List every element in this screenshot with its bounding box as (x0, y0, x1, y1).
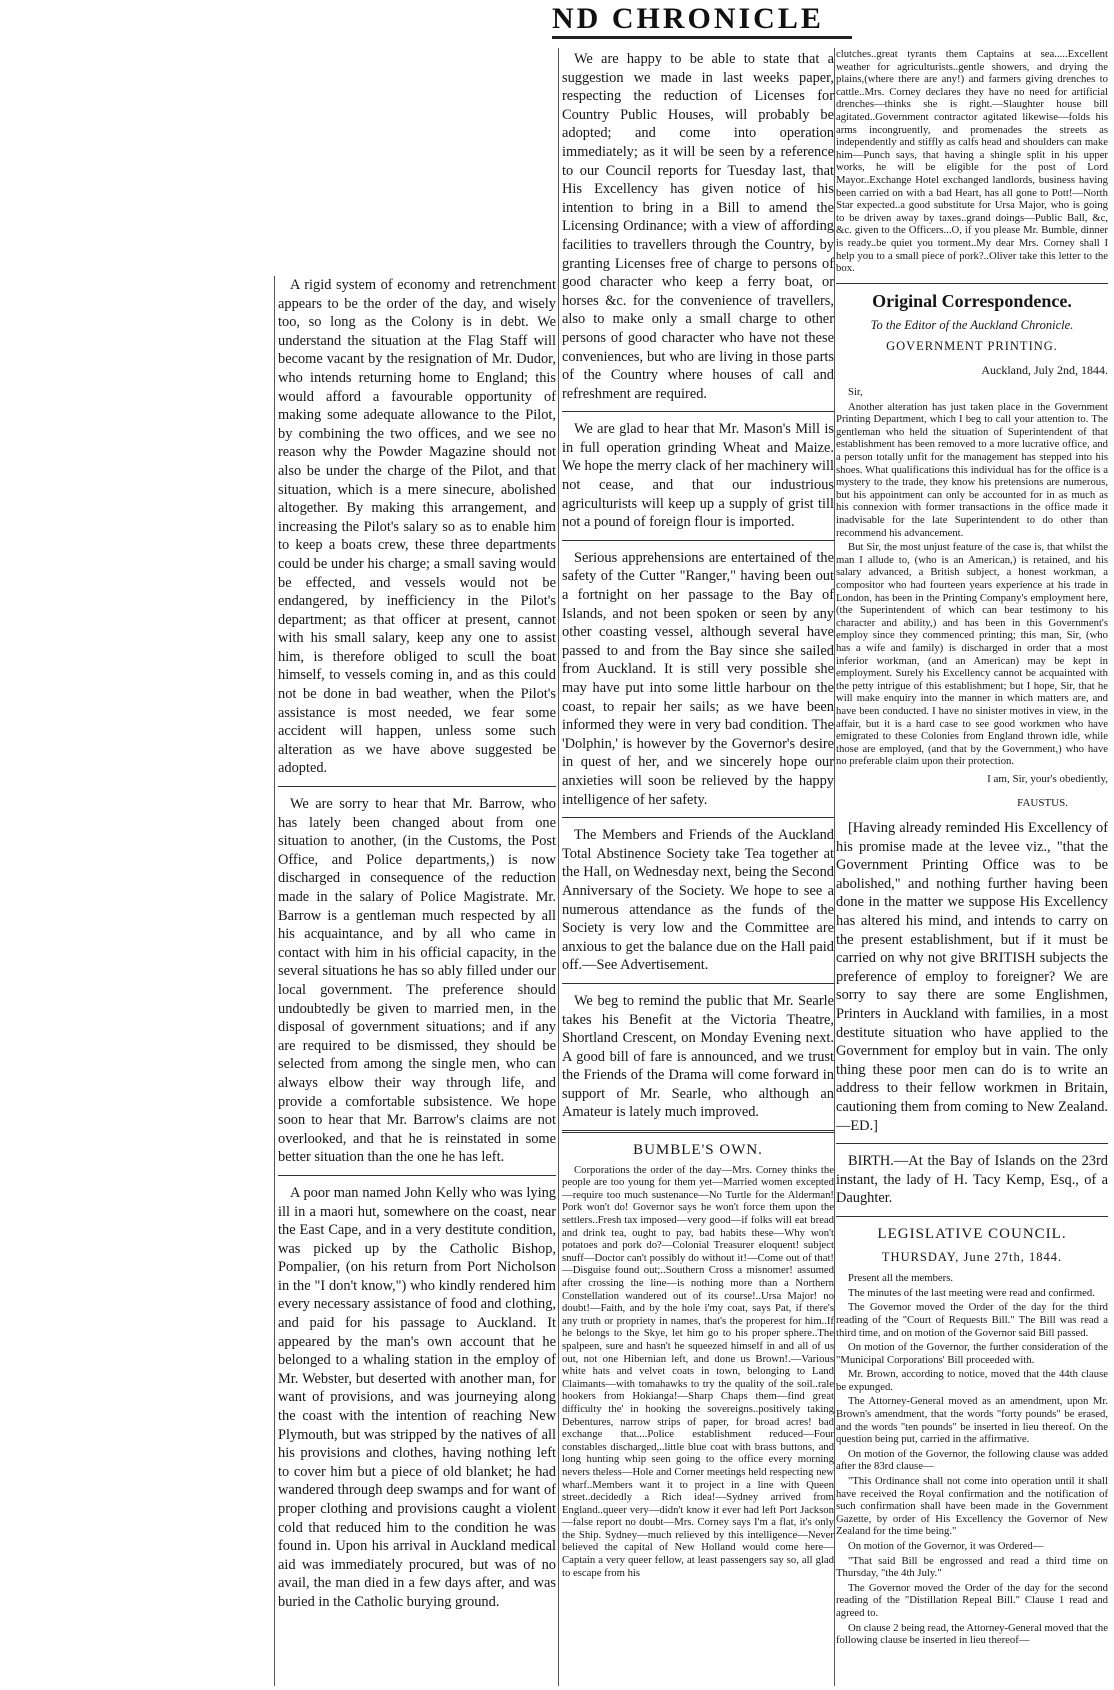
council-paragraph: The Governor moved the Order of the day for the third reading of the "Court of Requests Bill." The Bill was read a third time, and on motion of the Governor said Bill passed. (836, 1301, 1108, 1339)
bumbles-own-continued (836, 48, 1108, 275)
editor-note (836, 819, 1108, 1135)
legislative-council-body (836, 1272, 1108, 1647)
letter-dateline: Auckland, July 2nd, 1844. (981, 363, 1108, 378)
column-right (836, 48, 1108, 1686)
article-john-kelly: A poor man named John Kelly who was lying ill in a maori hut, somewhere on the coast, near the East Cape, and in a very destitute condition, was picked up by the Catholic Bishop, Pompalier, (on his return from Port Nicholson in the "I don't know,") who kindly rendered him every necessary assistance of food and clothing, and paid for his passage to Auckland. It appeared by the man's own account that he belonged to a whaling station in the employ of Mr. Webster, but deserted with another man, for want of provisions, and was journeying along the coast with the intention of reaching New Plymouth, but was stripped by the natives of all his provisions and clothes, having nothing left to cover him but a piece of old blanket; he had wandered through deep swamps and for want of proper clothing and provisions caught a violent cold that reduced him to the condition he was found in. Upon his arrival in Auckland medical aid was immediately procured, but was of no avail, the man died in a few days after, and was buried in the Catholic burying ground. (278, 1184, 556, 1610)
council-paragraph: On motion of the Governor, it was Ordered— (848, 1540, 1044, 1552)
bumbles-own-body (562, 1164, 834, 1580)
bumbles-own-text-continued: clutches..great tyrants them Captains at sea.....Excellent weather for agriculturists..gentle showers, and drying the plains,(where there are any!) and farmers giving drenches to cattle..Mrs. Corney declares they have no need for artificial drenches—thinks she is right.—Slaughter house bill agitated..Government contractor agitated likewise—folds his arms incongruently, and promenades the streets as independently and stiffly as calfs head and shoulders can make him—Punch says, that having a shingle split in his upper works, he will be eligible for the post of Lord Mayor..Exchange Hotel exchanged landlords, business having been carried on with a bad Heart, has all gone to Pott!—North Star expected..a good substitute for Ursa Major, who is going to be driven away by taxes..grand doings—Public Ball, &c, &c. given to the Officers...O, if you please Mr. Bumble, dinner is ready..be quiet you torment..My dear Mrs. Corney shall I help you to a small piece of pork?..Oliver take this letter to the box. (836, 48, 1108, 275)
government-printing-heading: GOVERNMENT PRINTING. (886, 338, 1058, 353)
section-separator (836, 1216, 1108, 1217)
bumbles-own-heading: BUMBLE'S OWN. (633, 1142, 763, 1159)
masthead-rule (552, 36, 852, 39)
legislative-council-date: THURSDAY, June 27th, 1844. (881, 1249, 1063, 1264)
section-separator (562, 1130, 834, 1133)
article-retrenchment: A rigid system of economy and retrenchment appears to be the order of the day, and wisely too, so long as the Colony is in debt. We understand the situation at the Flag Staff will become vacant by the resignation of Mr. Dudor, who intends returning home to England; this would afford a favourable opportunity of making some adequate allowance to the Pilot, by combining the two offices, and we see no reason why the Powder Magazine should not also be under the charge of the Pilot, and that situation, which is a mere sinecure, abolished altogether. By making this arrangement, and increasing the Pilot's salary so as to enable him to keep a boats crew, these three departments could be under his charge; a small saving would be effected, and vessels would not be endangered, by inefficiency in the Pilot's department; as that officer at present, cannot with his small salary, keep any one to assist him, is therefore obliged to scull the boat himself, to vessels coming in, and as this could not be done in bad weather, when the Pilot's assistance is most needed, we fear some accident will happen, unless some such alteration as we have above suggested be adopted. (278, 277, 556, 777)
council-paragraph: The Attorney-General moved as an amendment, upon Mr. Brown's amendment, that the words "forty pounds" be erased, and the words "ten pounds" be inserted in lieu thereof. On the question being put, carried in the affirmative. (836, 1395, 1108, 1446)
masthead-title: ND CHRONICLE (552, 2, 824, 35)
column-left (278, 276, 556, 1686)
column-center (562, 50, 834, 1686)
council-paragraph: "That said Bill be engrossed and read a third time on Thursday, "the 4th July." (836, 1554, 1108, 1580)
column-rule-right (834, 48, 835, 1686)
correspondence-heading: Original Correspondence. (872, 290, 1072, 311)
council-paragraph: "This Ordinance shall not come into operation until it shall have received the Royal confirmation and the notification of such confirmation shall have been made in the Government Gazette, by order of His Excellency the Governor of New Zealand for the time being." (836, 1475, 1108, 1538)
birth-notice (836, 1152, 1108, 1208)
article-cutter-ranger: Serious apprehensions are entertained of the safety of the Cutter "Ranger," having been out a fortnight on her passage to the Bay of Islands, and not been spoken or seen by any other coasting vessel, although several have passed to and from the Bay since she sailed from Auckland. It is still very possible she may have put into some little harbour on the coast, to repair her sails; as we have been informed they were in very bad condition. The 'Dolphin,' is however by the Governor's desire in quest of her, and we sincerely hope our anxieties will soon be relieved by the happy intelligence of her safety. (562, 549, 834, 808)
article-separator (278, 1175, 556, 1176)
article-masons-mill: We are glad to hear that Mr. Mason's Mill is in full operation grinding Wheat and Maize. We hope the merry clack of her machinery will not cease, and that our industrious agriculturists will keep up a supply of grist till not a pound of foreign flour is imported. (562, 421, 834, 531)
column-rule-center (558, 48, 559, 1686)
legislative-council-heading: LEGISLATIVE COUNCIL. (877, 1225, 1067, 1242)
council-paragraph: On motion of the Governor, the further consideration of the "Municipal Corporations' Bill proceeded with. (836, 1341, 1108, 1366)
council-paragraph: The minutes of the last meeting were read and confirmed. (848, 1286, 1095, 1299)
birth-notice-text: BIRTH.—At the Bay of Islands on the 23rd instant, the lady of H. Tacy Kemp, Esq., of a Daughter. (836, 1153, 1108, 1207)
bumbles-own-text: Corporations the order of the day—Mrs. Corney thinks the people are too young for them yet—Married women excepted—require too much sustenance—No Turtle for the Alderman! Pork won't do! Governor says he won't force them upon the settlers..Fresh tax imposed—very good—if folks will eat bread and drink tea, ought to pay, bad habits these—Why won't potatoes and pork do?—Colonial Treasurer eloquent! subject snuff—Doctor can't possibly do without it!—Come out of that!—Disguise found out;..Southern Cross a misnomer! assumed after crossing the line—is nothing more than a Northern Constellation wandered out of its course!..Ursa Major! no doubt!—Faith, and by the hole i'my coat, says Pat, if there's any truth or propriety in names, that's the properest for him..If he belongs to the Skye, let him go to his proper sphere..The spalpeen, sure and hasn't he squeezed himself in and all of us out, not one Hibernian left, and done us Brown!.—Various white hats and velvet coats in town, belonging to Land Claimants—with tomahawks to try the quality of the soil..rale hookers from Hokianga!—Sharp Chaps them—find great difficulty the' in hooking the sovereigns..positively taking Debentures, narrow strips of paper, for broad acres! bad exchange that....Police establishment reduced—Four constables discharged,..little blue coat with brass buttons, and long hunting whip seen going to the office every morning nevers theless—Hole and Corner meetings held respecting new wharf..Members want it to project in a line with Queen street..decidedly a Rich idea!—Sydney arrived from England..queer very—didn't know it ever had left Port Jackson—false report no doubt—Mrs. Corney says I'm a flat, it's only the Ship. Sydney—much relieved by this intelligence—Never believed the capital of New Holland would come here—Captain a very queer fellow, at least passengers say so, all glad to escape from his (562, 1163, 834, 1579)
letter-paragraph: Another alteration has just taken place in the Government Printing Department, which I beg to call your attention to. The gentleman who held the situation of Superintendent of that establishment has been removed to a more lucrative office, and a person totally unfit for the management has stepped into his shoes. What qualifications this individual has for the office is a mystery to the trade, they know his pretensions are numerous, but his appointment can only be accounted for in as much as his connexion with former transactions in the office made it inadvisable for the late Superintendent to do other than recommend his advancement. (836, 400, 1108, 539)
letter-paragraph: But Sir, the most unjust feature of the case is, that whilst the man I allude to, (who is an American,) is retained, and his salary advanced, a British subject, a honest workman, a compositor who had fourteen years experience at his trade in London, has been in the Printing Company's employment here, (the Superintendent of which can bear testimony to his character and ability,) and has been in this Government's employ since they commenced printing; this man, Sir, (who has a wife and family) is discharged in order that a most inferior workman, (and an American) may be kept in employment. Surely his Excellency cannot be acquainted with the petty intrigue of this establishment; but I hope, Sir, that he will make enquiry into the manner in which matters are, and have been conducted. I have no sinister motives in view, in the affair, but it is a hard case to see good workmen who have emigrated to these Colonies from England thrown idle, while those are employed, (and that by the Government,) who have no preferable claim upon their protection. (836, 541, 1108, 768)
article-separator (836, 1143, 1108, 1144)
council-paragraph: Mr. Brown, according to notice, moved that the 44th clause be expunged. (836, 1368, 1108, 1393)
article-abstinence-society: The Members and Friends of the Auckland Total Abstinence Society take Tea together at the Hall, on Wednesday next, being the Second Anniversary of the Society. We hope to see a numerous attendance as the funds of the Society is very low and the Committee are anxious to get the balance due on the Hall paid off.—See Advertisement. (562, 827, 834, 974)
editor-note-text: [Having already reminded His Excellency of his promise made at the levee viz., "that the Government Printing Office was to be abolished," and nothing further having been done in the matter we suppose His Excellency has altered his mind, and intends to carry on the present establishment, but if it must be carried on why not give BRITISH subjects the preference of employ to foreigner? We are sorry to say there are some Englishmen, Printers in Auckland with families, in a most destitute situation who have applied to the Government for employ but in vain. The only thing these poor men can do is to write an address to their fellow workmen in Britain, cautioning them from coming to New Zealand.—ED.] (836, 820, 1108, 1134)
article-licenses: We are happy to be able to state that a suggestion we made in last weeks paper, respecting the reduction of Licenses for Country Public Houses, will probably be adopted; and come into operation immediately; as it will be seen by a reference to our Council reports for Tuesday last, that His Excellency has given notice of his intention to bring in a Bill to amend the Licensing Ordinance; with a view of affording facilities to travellers through the Country, by granting Licenses free of charge to persons of good character who keep a ferry boat, or horses &c. for the convenience of travellers, also to make only a small charge to other persons of good character who have not these conveniences, but who are living in those parts of the Country where houses of call and refreshment are required. (562, 51, 834, 402)
letter-signoff: I am, Sir, your's obediently, (987, 772, 1108, 785)
council-paragraph: On clause 2 being read, the Attorney-General moved that the following clause be inserted in lieu thereof— (836, 1621, 1108, 1647)
article-mr-searle: We beg to remind the public that Mr. Searle takes his Benefit at the Victoria Theatre, Shortland Crescent, on Monday Evening next. A good bill of fare is announced, and we trust the Friends of the Drama will come forward in support of Mr. Searle, who although an Amateur is lately much improved. (562, 992, 834, 1121)
article-mr-barrow: We are sorry to hear that Mr. Barrow, who has lately been changed about from one situation to another, (in the Customs, the Post Office, and Police departments,) is now discharged in consequence of the reduction made in the salary of Police Magistrate. Mr. Barrow is a gentleman much respected by all his acquaintance, and by all who came in contact with him in his official capacity, in the several situations he has so ably filled under our local government. The preference should undoubtedly be given to married men, in the disposal of government situations; and if any are required to be dismissed, they should be selected from among the single men, who can always elbow their way through life, and provide a comfortable subsistence. We hope soon to hear that Mr. Barrow's claims are not overlooked, and that he is reinstated in some better situation than the one he has left. (278, 796, 556, 1166)
masthead (552, 2, 852, 42)
letter-salutation: Sir, (848, 386, 863, 399)
article-separator (562, 540, 834, 541)
to-the-editor: To the Editor of the Auckland Chronicle. (870, 318, 1074, 333)
council-paragraph: The Governor moved the Order of the day for the second reading of the "Distillation Repeal Bill." Clause 1 read and agreed to. (836, 1581, 1108, 1619)
column-rule-left (274, 276, 275, 1686)
article-separator (562, 983, 834, 984)
article-separator (562, 411, 834, 412)
article-separator (278, 786, 556, 787)
section-separator (836, 283, 1108, 284)
letter-signature: FAUSTUS. (1017, 797, 1068, 810)
council-paragraph: Present all the members. (848, 1272, 954, 1285)
council-paragraph: On motion of the Governor, the following clause was added after the 83rd clause— (836, 1447, 1108, 1473)
letter-body (836, 386, 1108, 768)
article-separator (562, 817, 834, 818)
